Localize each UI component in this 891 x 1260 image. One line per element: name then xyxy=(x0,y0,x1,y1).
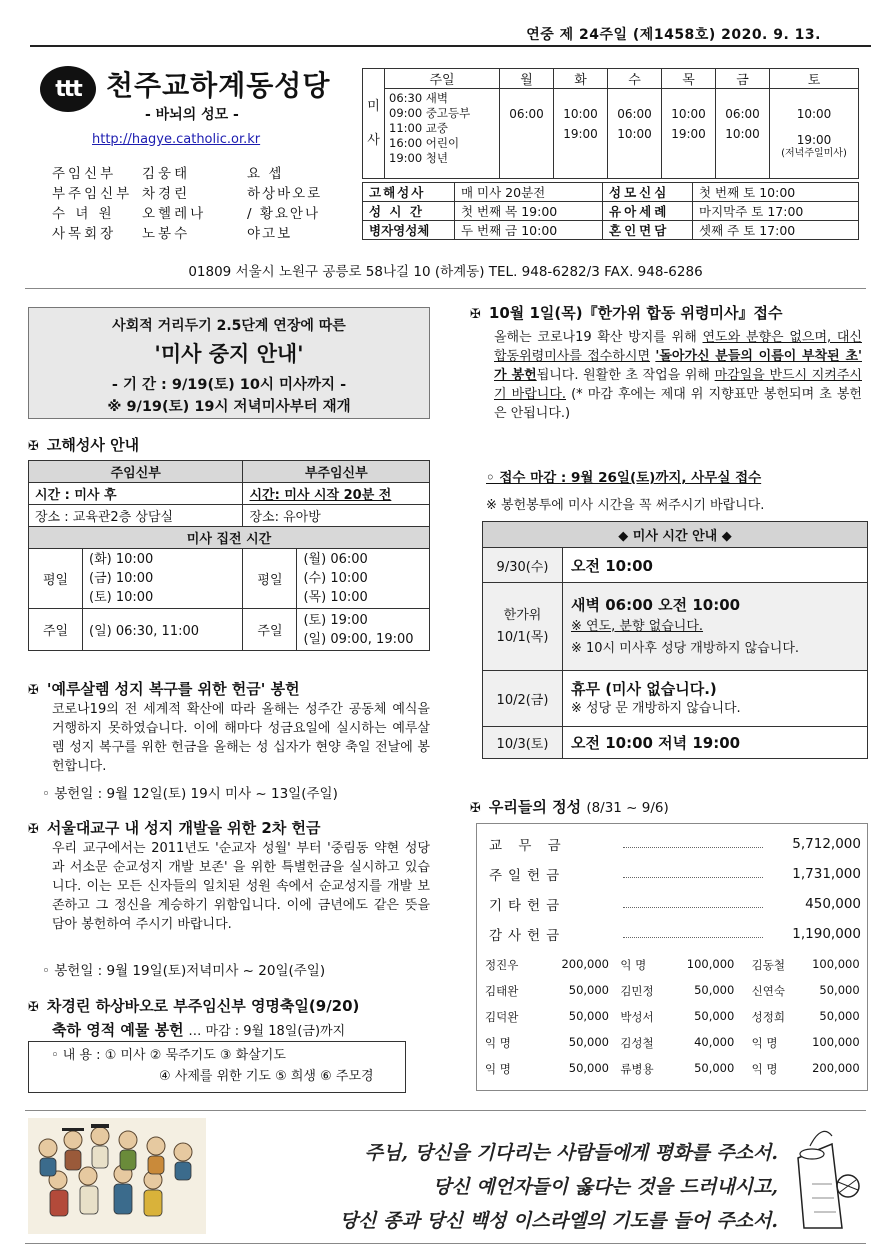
offering-row: 교 무 금 5,712,000 xyxy=(489,836,861,854)
monday-times: 06:00 xyxy=(500,89,554,179)
seoul-date: ◦ 봉헌일 : 9월 19일(토)저녁미사 ~ 20일(주일) xyxy=(42,963,326,979)
staff-row: 주임신부 김웅태 요 셉 xyxy=(52,166,284,182)
footer-bottom-divider xyxy=(25,1243,866,1244)
offerings-heading: ✠ 우리들의 정성 (8/31 ~ 9/6) xyxy=(470,798,669,816)
donor-row: 김덕완 50,000 박성서 50,000 성정희 50,000 xyxy=(485,1009,860,1024)
donor-row: 정진우 200,000 익 명 100,000 김동철 100,000 xyxy=(485,957,860,972)
table-row: 한가위 10/1(목) 새벽 06:00 오전 10:00 ※ 연도, 분향 없습니다. ※ 10시 미사후 성당 개방하지 않습니다. xyxy=(483,583,868,671)
offering-row: 감사헌금 1,190,000 xyxy=(489,926,861,944)
table-row: 10/2(금) 휴무 (미사 없습니다.) ※ 성당 문 개방하지 않습니다. xyxy=(483,671,868,727)
day-header: 월 xyxy=(500,69,554,89)
feast-contents-box: ◦ 내 용 : ① 미사 ② 묵주기도 ③ 화살기도 ④ 사제를 위한 기도 ⑤ 희생 ⑥ 주모경 xyxy=(28,1041,406,1093)
confession-table: 주임신부 부주임신부 시간 : 미사 후 시간: 미사 시작 20분 전 장소 : 교육관2층 상담실 장소: 유아방 미사 집전 시간 평일 (화) 10:00 (금) 10:00 (토) 10:00 평일 (월) 06:00 (수) 10:00 (목) 10:00 주일 (일) 06:30, 11:00 주일 (토) 19:00 (일) 09:00, 19:00 xyxy=(28,460,430,651)
seoul-body: 우리 교구에서는 2011년도 '순교자 성월' 부터 '중림동 약현 성당과 서소문 순교성지 개발 보존' 을 위한 특별헌금을 실시하고 있습니다. 이는 모든 신자들의 일치된 성원 속에서 순교성지를 개발 보존하고 그 정신을 계승하기 위함입니다. 이에 금년에도 같은 뜻을 담아 봉헌하여 주시기 바랍니다. xyxy=(52,841,430,932)
cross-mark-icon: ✠ xyxy=(28,822,39,837)
table-row: 9/30(수) 오전 10:00 xyxy=(483,548,868,583)
offering-row: 주일헌금 1,731,000 xyxy=(489,866,861,884)
advent-candle-icon xyxy=(792,1124,864,1236)
section-divider xyxy=(25,288,866,289)
cross-mark-icon: ✠ xyxy=(28,683,39,698)
tuesday-times: 10:00 19:00 xyxy=(554,89,608,179)
staff-row: 부주임신부 차경린 하상바오로 xyxy=(52,186,323,202)
wednesday-times: 06:00 10:00 xyxy=(608,89,662,179)
church-subtitle: - 바뇌의 성모 - xyxy=(145,107,239,123)
chuseok-deadline: ◦ 접수 마감 : 9월 26일(토)까지, 사무실 접수 xyxy=(486,470,762,486)
church-address: 01809 서울시 노원구 공릉로 58나길 10 (하계동) TEL. 948-6282/3 FAX. 948-6286 xyxy=(188,264,703,280)
friday-times: 06:00 10:00 xyxy=(716,89,770,179)
sunday-times: 06:30 새벽 09:00 중고등부 11:00 교중 16:00 어린이 19:00 청년 xyxy=(385,89,500,179)
jerusalem-heading: ✠ '예루살렘 성지 복구를 위한 헌금' 봉헌 xyxy=(28,680,300,698)
confession-heading: ✠ 고해성사 안내 xyxy=(28,436,140,454)
day-header: 주일 xyxy=(385,69,500,89)
day-header: 수 xyxy=(608,69,662,89)
chuseok-body: 올해는 코로나19 확산 방지를 위해 연도와 분향은 없으며, 대신 합동위령미사를 접수하시면 '돌아가신 분들의 이름이 부착된 초' 가 봉헌됩니다. 원활한 초 작업을 위해 마감일을 반드시 지켜주시기 바랍니다. (* 마감 후에는 제대 위 지향표만 봉헌되며 초 봉헌은 안됩니다.) xyxy=(494,330,862,421)
day-header: 금 xyxy=(716,69,770,89)
header-divider xyxy=(30,45,871,47)
service-row: 성 시 간 첫 번째 목 19:00 유아세례 마지막주 토 17:00 xyxy=(363,202,859,221)
donor-row: 김태완 50,000 김민정 50,000 신연숙 50,000 xyxy=(485,983,860,998)
offering-row: 기타헌금 450,000 xyxy=(489,896,861,914)
chuseok-note: ※ 봉헌봉투에 미사 시간을 꼭 써주시기 바랍니다. xyxy=(486,498,765,513)
donor-row: 익 명 50,000 류병용 50,000 익 명 200,000 xyxy=(485,1061,860,1076)
staff-row: 사목회장 노봉수 야고보 xyxy=(52,226,293,242)
donor-list xyxy=(485,952,861,1082)
mass-schedule-table xyxy=(362,68,859,179)
chuseok-mass-table: ◆ 미사 시간 안내 ◆ 9/30(수) 오전 10:00 한가위 10/1(목) 새벽 06:00 오전 10:00 ※ 연도, 분향 없습니다. ※ 10시 미사후 성당 개방하지 않습니다. 10/2(금) 휴무 (미사 없습니다.) ※ 성당 문 개방하지 않습니다. 10/3(토) 오전 10:00 저녁 19:00 xyxy=(482,521,868,759)
issue-info: 연중 제 24주일 (제1458호) 2020. 9. 13. xyxy=(526,27,821,43)
jerusalem-date: ◦ 봉헌일 : 9월 12일(토) 19시 미사 ~ 13일(주일) xyxy=(42,786,338,802)
service-row: 병자영성체 두 번째 금 10:00 혼인면담 셋째 주 토 17:00 xyxy=(363,221,859,240)
day-header: 화 xyxy=(554,69,608,89)
church-name: 천주교하계동성당 xyxy=(106,69,331,102)
crowd-illustration xyxy=(28,1118,206,1234)
seoul-heading: ✠ 서울대교구 내 성지 개발을 위한 2차 헌금 xyxy=(28,819,321,837)
staff-row: 수 녀 원 오헬레나 / 황요안나 xyxy=(52,206,321,222)
feast-heading: ✠ 차경린 하상바오로 부주임신부 영명축일(9/20) xyxy=(28,997,360,1015)
cross-mark-icon: ✠ xyxy=(28,439,39,454)
thursday-times: 10:00 19:00 xyxy=(662,89,716,179)
jerusalem-body: 코로나19의 전 세계적 확산에 따라 올해는 성주간 공동체 예식을 거행하지 못하였습니다. 이에 해마다 성금요일에 실시하는 예루살렘 성지 복구를 위한 헌금을 올해는 성 십자가 현양 축일 전날에 봉헌합니다. xyxy=(52,702,430,774)
church-url-link[interactable]: http://hagye.catholic.or.kr xyxy=(92,132,261,147)
offerings-box xyxy=(476,823,868,1091)
services-table xyxy=(362,182,859,240)
staff-list xyxy=(52,164,322,244)
donor-row: 익 명 50,000 김성철 40,000 익 명 100,000 xyxy=(485,1035,860,1050)
cross-mark-icon: ✠ xyxy=(28,1000,39,1015)
mass-suspension-notice: 사회적 거리두기 2.5단계 연장에 따른 '미사 중지 안내' - 기 간 : 9/19(토) 10시 미사까지 - ※ 9/19(토) 19시 저녁미사부터 재개 xyxy=(28,307,430,419)
cross-mark-icon: ✠ xyxy=(470,307,481,322)
service-row: 고해성사 매 미사 20분전 성모신심 첫 번째 토 10:00 xyxy=(363,183,859,202)
feast-subheading: 축하 영적 예물 봉헌 … 마감 : 9월 18일(금)까지 xyxy=(52,1021,346,1039)
prayer-text: 주님, 당신을 기다리는 사람들에게 평화를 주소서. 당신 예언자들이 옳다는 것을 드러내시고, 당신 종과 당신 백성 이스라엘의 기도를 들어 주소서. xyxy=(339,1142,778,1232)
table-row: 10/3(토) 오전 10:00 저녁 19:00 xyxy=(483,727,868,759)
church-logo: ttt xyxy=(40,66,96,112)
day-header: 토 xyxy=(770,69,859,89)
chuseok-heading: ✠ 10월 1일(목)『한가위 합동 위령미사』접수 xyxy=(470,304,783,322)
cross-mark-icon: ✠ xyxy=(470,801,481,816)
day-header: 목 xyxy=(662,69,716,89)
saturday-times: 10:00 19:00 (저녁주일미사) xyxy=(770,89,859,179)
mass-side-label: 미 사 xyxy=(363,69,385,179)
footer-divider xyxy=(25,1110,866,1111)
